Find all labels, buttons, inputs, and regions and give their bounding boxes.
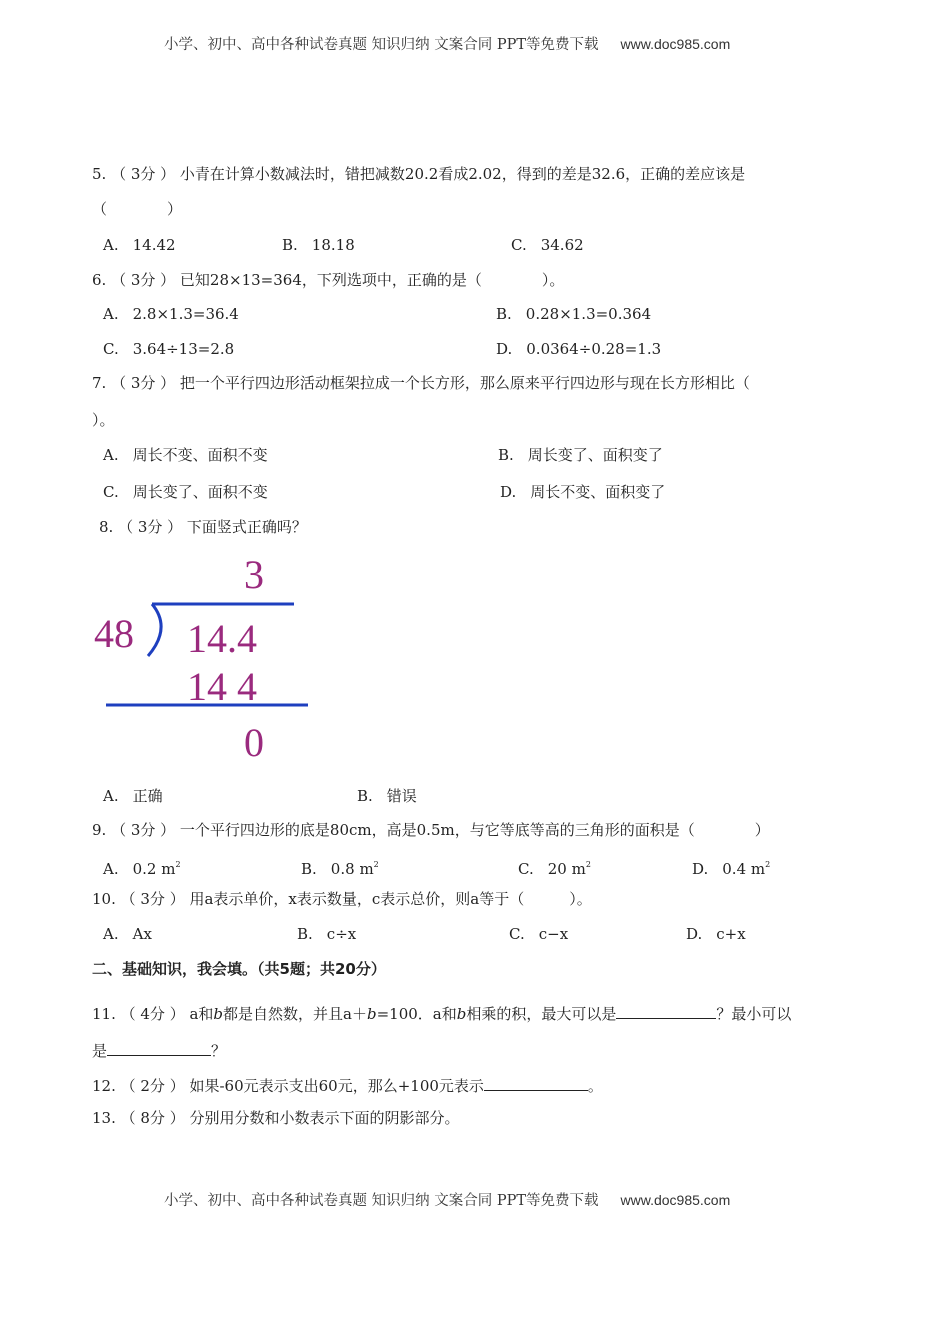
q12-end: 。 <box>587 1077 603 1095</box>
q12-text <box>92 1074 603 1096</box>
q10-option-d[interactable] <box>686 924 746 944</box>
q9-option-c-exp: 2 <box>585 860 591 869</box>
long-division-figure <box>80 548 330 773</box>
footer-site: www.doc985.com <box>620 1192 731 1208</box>
q7-option-a-letter: A. <box>103 446 119 464</box>
q8-option-a-letter: A. <box>103 787 119 805</box>
q9-option-c[interactable] <box>518 855 591 879</box>
q7-text-cont: ）。 <box>92 411 115 429</box>
q11-text <box>92 1002 791 1024</box>
q10-option-c[interactable] <box>509 924 568 944</box>
q8-option-b-text: 错误 <box>386 787 417 805</box>
q9-option-a-text: 0.2 <box>132 860 157 878</box>
footer-text: 小学、初中、高中各种试卷真题 知识归纳 文案合同 PPT等免费下载 <box>164 1193 599 1209</box>
q7-option-b[interactable] <box>498 445 663 465</box>
q8-option-a-text: 正确 <box>132 787 163 805</box>
q9-option-b-letter: B. <box>301 860 317 878</box>
q6-option-d-text: 0.0364÷0.28=1.3 <box>526 340 662 358</box>
q11-blank-max[interactable] <box>616 1002 716 1019</box>
q6-option-b-letter: B. <box>496 305 512 323</box>
q9-option-b-unit: m <box>359 860 374 878</box>
division-bracket <box>148 604 161 656</box>
q7-option-a-text: 周长不变、面积不变 <box>132 446 268 464</box>
q5-option-c[interactable] <box>511 235 584 255</box>
q13-text: 13. （ 8分 ） 分别用分数和小数表示下面的阴影部分。 <box>92 1109 460 1127</box>
q11-var-b1: b <box>213 1005 224 1023</box>
q8-option-b-letter: B. <box>357 787 373 805</box>
q6-option-d-letter: D. <box>496 340 513 358</box>
q9-text: 9. （ 3分 ） 一个平行四边形的底是80cm，高是0.5m，与它等底等高的三角形的面积是（ ） <box>92 821 770 839</box>
q6-option-c-text: 3.64÷13=2.8 <box>132 340 235 358</box>
q11-var-b3: b <box>456 1005 467 1023</box>
division-remainder: 0 <box>244 720 264 765</box>
q11-part-c: =100．a和 <box>376 1005 457 1023</box>
q10-option-b-letter: B. <box>297 925 313 943</box>
q8-text: 8. （ 3分 ） 下面竖式正确吗？ <box>99 518 307 536</box>
q9-option-a-exp: 2 <box>175 860 181 869</box>
q9-option-d-letter: D. <box>692 860 709 878</box>
q5-option-b[interactable] <box>282 235 355 255</box>
q7-option-b-letter: B. <box>498 446 514 464</box>
q6-option-b-text: 0.28×1.3=0.364 <box>525 305 652 323</box>
q12-blank[interactable] <box>484 1074 588 1091</box>
division-dividend: 14.4 <box>187 616 257 661</box>
q7-text: 7. （ 3分 ） 把一个平行四边形活动框架拉成一个长方形，那么原来平行四边形与现在长方形相比（ <box>92 374 750 392</box>
q11-part-e: ？最小可以 <box>716 1005 792 1023</box>
q10-option-a-text: Ax <box>132 925 152 943</box>
q5-option-c-letter: C. <box>511 236 527 254</box>
header-text: 小学、初中、高中各种试卷真题 知识归纳 文案合同 PPT等免费下载 <box>164 37 599 53</box>
header-site: www.doc985.com <box>620 36 731 52</box>
q5-paren: （ ） <box>92 200 183 218</box>
q9-option-b-text: 0.8 <box>330 860 355 878</box>
q7-option-c-letter: C. <box>103 483 119 501</box>
q9-option-b-exp: 2 <box>373 860 379 869</box>
q11-part-g: ？ <box>211 1042 227 1060</box>
q10-text: 10. （ 3分 ） 用a表示单价，x表示数量，c表示总价，则a等于（ ）。 <box>92 890 592 908</box>
q7-option-d[interactable] <box>500 482 665 502</box>
q11-text-cont <box>92 1039 226 1061</box>
q9-option-a[interactable] <box>103 855 181 879</box>
q6-option-b[interactable] <box>496 304 651 324</box>
q6-text: 6. （ 3分 ） 已知28×13=364，下列选项中，正确的是（ ）。 <box>92 271 565 289</box>
division-quotient: 3 <box>244 552 264 597</box>
q9-option-c-unit: m <box>571 860 586 878</box>
q5-option-c-text: 34.62 <box>540 236 584 254</box>
q9-option-d[interactable] <box>692 855 770 879</box>
q10-option-c-letter: C. <box>509 925 525 943</box>
q10-option-d-letter: D. <box>686 925 703 943</box>
q10-option-a[interactable] <box>103 924 152 944</box>
q6-option-a-text: 2.8×1.3=36.4 <box>132 305 239 323</box>
division-divisor: 48 <box>94 611 134 656</box>
q11-var-b2: b <box>366 1005 377 1023</box>
q6-option-d[interactable] <box>496 339 661 359</box>
q9-option-a-unit: m <box>161 860 176 878</box>
q5-option-b-text: 18.18 <box>311 236 355 254</box>
q5-option-b-letter: B. <box>282 236 298 254</box>
q6-option-a[interactable] <box>103 304 239 324</box>
q7-option-c-text: 周长变了、面积不变 <box>132 483 268 501</box>
q5-option-a-text: 14.42 <box>132 236 176 254</box>
q11-part-b: 都是自然数，并且a＋ <box>223 1005 367 1023</box>
section-title: 二、基础知识，我会填。（共5题；共20分） <box>92 960 386 978</box>
q11-part-f: 是 <box>92 1042 108 1060</box>
q6-option-a-letter: A. <box>103 305 119 323</box>
q7-option-d-letter: D. <box>500 483 517 501</box>
q7-option-a[interactable] <box>103 445 268 465</box>
q10-option-a-letter: A. <box>103 925 119 943</box>
q8-option-a[interactable] <box>103 786 163 806</box>
q9-option-b[interactable] <box>301 855 379 879</box>
q7-option-c[interactable] <box>103 482 268 502</box>
q10-option-b[interactable] <box>297 924 356 944</box>
q9-option-c-letter: C. <box>518 860 534 878</box>
q7-option-b-text: 周长变了、面积变了 <box>527 446 663 464</box>
q5-option-a-letter: A. <box>103 236 119 254</box>
q11-part-a: 11. （ 4分 ） a和 <box>92 1005 214 1023</box>
q6-option-c[interactable] <box>103 339 234 359</box>
q9-option-d-text: 0.4 <box>722 860 747 878</box>
q11-blank-min[interactable] <box>107 1039 211 1056</box>
q10-option-b-text: c÷x <box>326 925 357 943</box>
q8-option-b[interactable] <box>357 786 417 806</box>
q9-option-c-text: 20 <box>547 860 567 878</box>
page-footer <box>164 1189 730 1210</box>
page-header <box>164 33 730 54</box>
q9-option-d-exp: 2 <box>765 860 771 869</box>
q9-option-a-letter: A. <box>103 860 119 878</box>
q6-option-c-letter: C. <box>103 340 119 358</box>
q10-option-c-text: c−x <box>538 925 569 943</box>
q11-part-d: 相乘的积，最大可以是 <box>466 1005 617 1023</box>
q5-option-a[interactable] <box>103 235 176 255</box>
q7-option-d-text: 周长不变、面积变了 <box>530 483 666 501</box>
q10-option-d-text: c+x <box>716 925 746 943</box>
division-product: 14 4 <box>187 664 257 709</box>
q12-body: 12. （ 2分 ） 如果-60元表示支出60元，那么+100元表示 <box>92 1077 484 1095</box>
q9-option-d-unit: m <box>750 860 766 878</box>
q5-text: 5. （ 3分 ） 小青在计算小数减法时，错把减数20.2看成2.02，得到的差是32.6，正确的差应该是 <box>92 165 746 183</box>
